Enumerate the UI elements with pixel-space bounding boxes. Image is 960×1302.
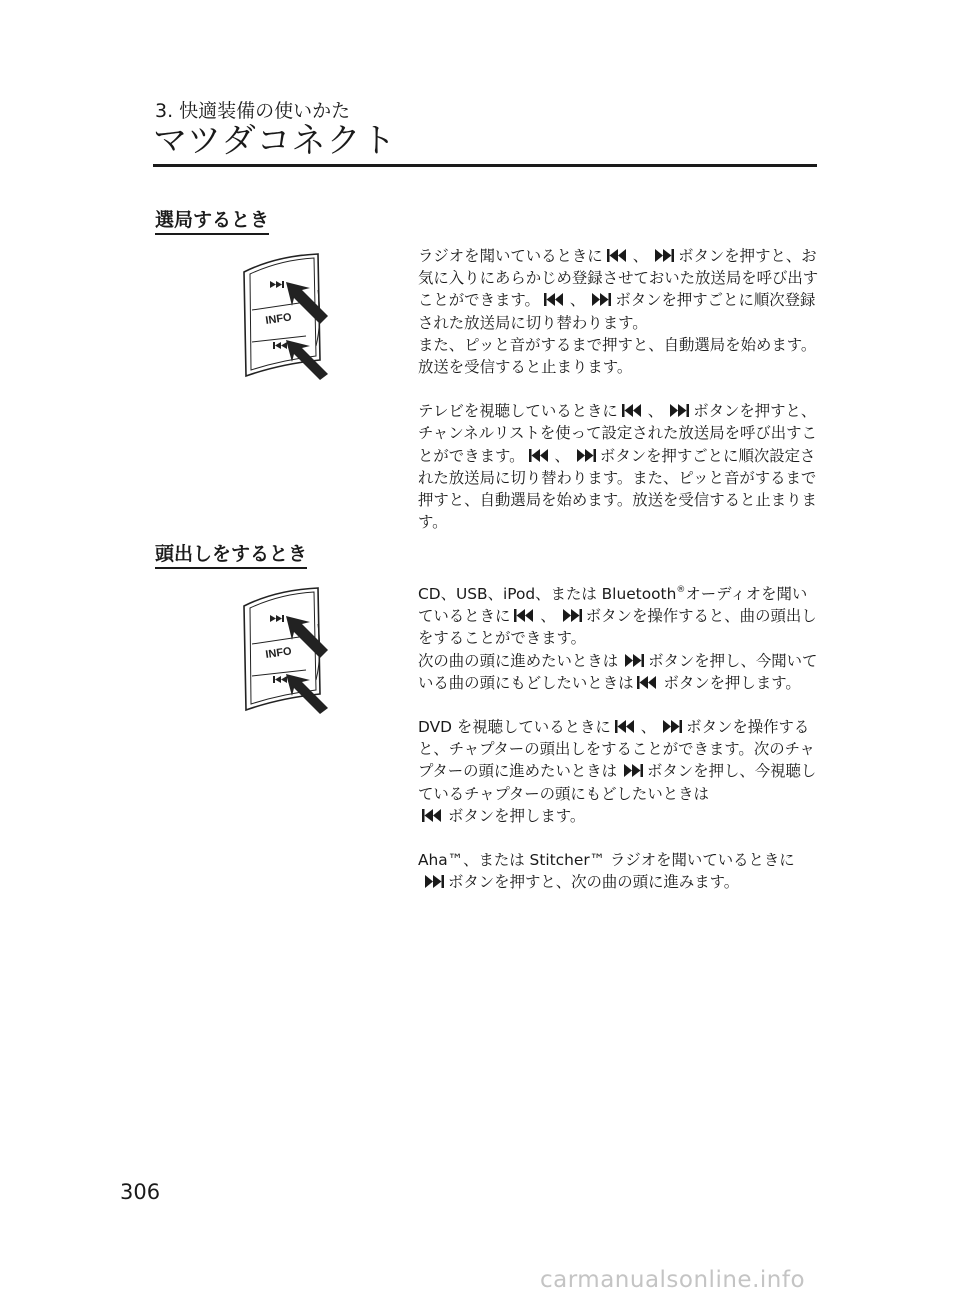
info-label: INFO (264, 645, 293, 661)
page-number: 306 (120, 1180, 161, 1204)
aha-paragraph: Aha™、または Stitcher™ ラジオを聞いているときに ボタンを押すと、次の曲の頭に進みます。 (418, 851, 795, 892)
next-track-icon (617, 764, 647, 777)
prev-track-icon (525, 449, 555, 462)
steering-switch-illustration (236, 584, 336, 714)
prev-track-icon (603, 249, 633, 262)
next-track-icon (656, 720, 686, 733)
tv-paragraph: テレビを視聴しているときに 、 ボタンを押すと、チャンネルリストを使って設定された放送局を呼び出すことができます。 、 ボタンを押すごとに順次設定された放送局に切り替わります。また、ピッと音がするまで押すと、自動選局を始めます。放送を受信すると止まります。 (418, 402, 817, 532)
pointer-arrow-icon (286, 340, 328, 380)
info-label: INFO (264, 311, 293, 327)
prev-track-icon (611, 720, 641, 733)
heading-track-skip: 頭出しをするとき (155, 542, 307, 569)
audio-paragraph: CD、USB、iPod、または Bluetooth®オーディオを聞いているときに 、 ボタンを操作すると、曲の頭出しをすることができます。 次の曲の頭に進めたいときは ボタンを押し、今聞いている曲の頭にもどしたいときは ボタンを押します。 (418, 585, 818, 692)
prev-track-icon (633, 676, 663, 689)
prev-track-icon (618, 404, 648, 417)
next-track-icon (556, 609, 586, 622)
radio-paragraph: ラジオを聞いているときに 、 ボタンを押すと、お気に入りにあらかじめ登録させておいた放送局を呼び出すことができます。 、 ボタンを押すごとに順次登録された放送局に切り替わります。 また、ピッと音がするまで押すと、自動選局を始めます。放送を受信すると止まります。 (418, 247, 819, 377)
pointer-arrow-icon (286, 674, 328, 714)
watermark-footer: carmanualsonline.info (540, 1267, 806, 1293)
next-track-icon (585, 293, 615, 306)
track-skip-text (418, 579, 822, 893)
next-track-icon (663, 404, 693, 417)
title-rule (153, 164, 817, 167)
steering-switch-illustration (236, 250, 336, 380)
prev-track-icon (540, 293, 570, 306)
station-select-text (418, 245, 822, 533)
next-track-icon (618, 654, 648, 667)
heading-station-select: 選局するとき (155, 208, 269, 235)
dvd-paragraph: DVD を視聴しているときに 、 ボタンを操作すると、チャプターの頭出しをすることができます。次のチャプターの頭に進めたいときは ボタンを押し、今視聴しているチャプターの頭にもどしたいときは ボタンを押します。 (418, 718, 817, 825)
next-track-icon (648, 249, 678, 262)
page-title: マツダコネクト (153, 121, 397, 161)
chapter-label: 3. 快適装備の使いかた (155, 100, 351, 122)
next-track-icon (570, 449, 600, 462)
next-track-icon (418, 875, 448, 888)
prev-track-icon (510, 609, 540, 622)
prev-track-icon (418, 809, 448, 822)
